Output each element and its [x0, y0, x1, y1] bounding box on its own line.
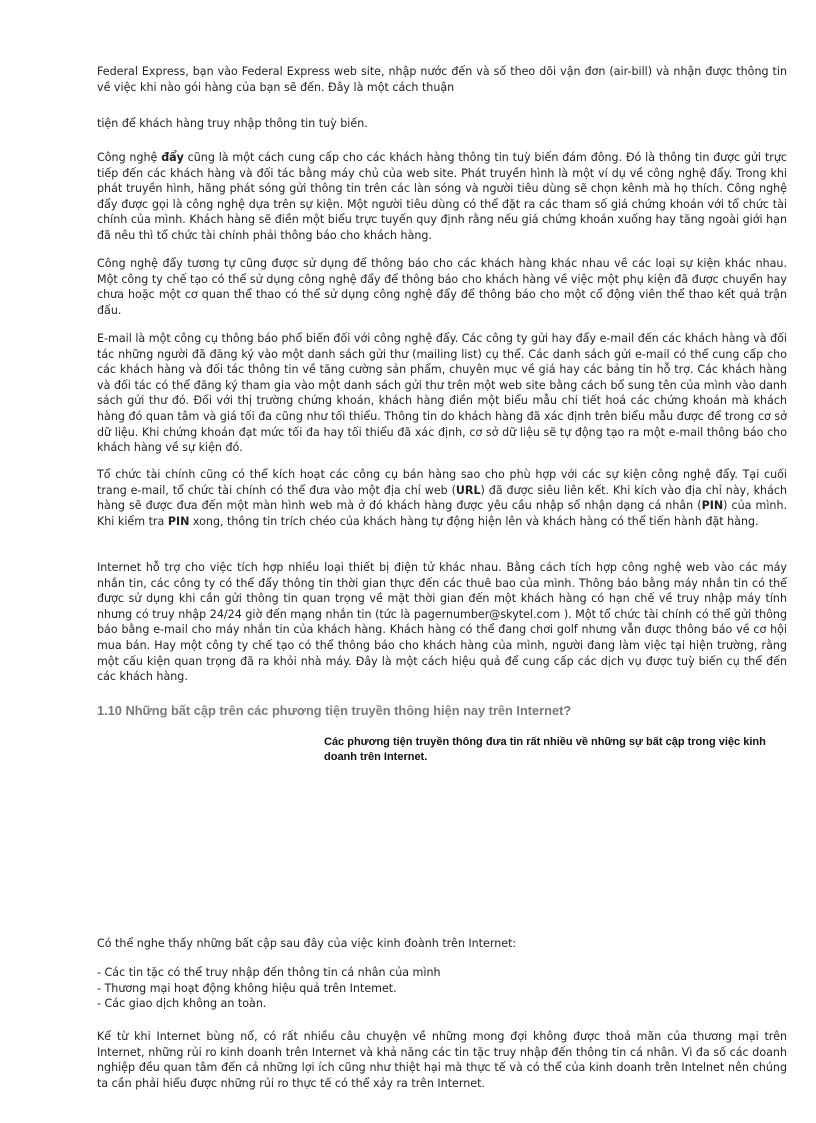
paragraph-fedex-continued: tiện để khách hàng truy nhập thông tin tuỳ biến.: [97, 117, 368, 130]
sales-text-d: xong, thông tin trích chéo của khách hàng tự động hiện lên và khách hàng có thể tiến hành đặt hàng.: [189, 514, 759, 528]
sales-text-a: Tổ chức tài chính cũng có thể kích hoạt các công cụ bán hàng sao cho phù hợp với các sự kiện công nghệ đẩy. Tại cuối trang e-mail, tổ chức tài chính có thể đưa vào một địa chỉ web (: [97, 468, 787, 497]
section-heading: 1.10 Những bất cập trên các phương tiện truyền thông hiện nay trên Internet?: [97, 703, 572, 718]
push-text-intro: Công nghệ: [97, 151, 162, 164]
list-item: - Các giao dịch không an toàn.: [97, 997, 267, 1011]
paragraph-push-events: Công nghệ đẩy tương tự cũng được sử dụng để thông báo cho các khách hàng khác nhau về các loại sự kiện khác nhau. Một công ty chế tạo có thể sử dụng công nghệ đẩy để thông báo cho khách hàng về việc một phụ kiện đã được chuyển hay chưa hoặc một cơ quan thể thao có thể sử dụng công nghệ đẩy để thông báo cho một cổ động viên thể thao kết quả trận đấu.: [97, 257, 787, 317]
paragraph-drawbacks-intro: Có thể nghe thấy những bất cập sau đây của việc kinh đoành trên Internet:: [97, 937, 517, 950]
paragraph-sales-tools: [97, 467, 787, 529]
drawbacks-list: [97, 965, 787, 1012]
sales-text-b: ) đã được siêu liên kết. Khi kích vào địa chỉ này, khách hàng sẽ được đưa đến một màn hình web mà ở đó khách hàng được yêu cầu nhập số nhận dạng cá nhân (: [97, 483, 787, 513]
paragraph-pagers: Internet hỗ trợ cho việc tích hợp nhiều loại thiết bị điện tử khác nhau. Bằng cách tích hợp công nghệ web vào các máy nhắn tin, các công ty có thể đẩy thông tin thời gian thực đến các thuê bao của mình. Thông báo bằng máy nhắn tin có thể được sử dụng khi cần gửi thông tin quan trọng về mặt thời gian đến một khách hàng có hạn chế về truy nhập máy tính nhưng có truy nhập 24/24 giờ đến mạng nhắn tin (tức là pagernumber@skytel.com ). Một tổ chức tài chính có thể gửi thông báo bằng e-mail cho máy nhắn tin của khách hàng. Khách hàng có thể đang chơi golf nhưng vẫn được thông báo về cơ hội mua bán. Hay một công ty chế tạo có thể thông báo cho khách hàng của mình, người đang làm việc tại hiện trường, rằng một cấu kiện quan trọng đã ra khỏi nhà máy. Đây là một cách hiệu quả để cung cấp các dịch vụ được tuỳ biến cụ thể đến các khách hàng.: [97, 561, 787, 684]
pin-term-2: PIN: [167, 514, 190, 528]
paragraph-internet-risks: Kể từ khi Internet bùng nổ, có rất nhiều câu chuyện về những mong đợi không được thoả mãn của thương mại trên Internet, những rủi ro kinh doanh trên Internet và khả năng các tin tặc truy nhập đến thông tin cá nhân. Vì đa số các doanh nghiệp đều quan tâm đến cả những lợi ích cũng như thiệt hại mà thực tế và có thể của kinh doanh trên Intelnet nên chúng ta cần phải hiểu được những rủi ro thực tế có thể xảy ra trên Internet.: [97, 1030, 787, 1090]
sales-text-c: ) của mình. Khi kiểm tra: [97, 499, 788, 528]
list-item: - Thương mại hoạt động không hiệu quả trên Intemet.: [97, 981, 397, 995]
push-term: đẩy: [161, 151, 184, 164]
figure-placeholder: [97, 770, 787, 930]
pin-term-1: PIN: [701, 499, 724, 513]
paragraph-push-technology: [97, 150, 787, 244]
paragraph-fedex: Federal Express, bạn vào Federal Express web site, nhập nước đến và số theo dõi vận đơn (air-bill) và nhận được thông tin về việc khi nào gói hàng của bạn sẽ đến. Đây là một cách thuận: [97, 65, 787, 94]
figure-caption: Các phương tiện truyền thông đưa tin rất nhiều về những sự bất cập trong việc kinh doanh trên Internet.: [324, 736, 766, 763]
list-item: - Các tin tặc có thể truy nhập đến thông tin cá nhân của mình: [97, 966, 441, 979]
url-term: URL: [455, 483, 481, 497]
push-text-body: cũng là một cách cung cấp cho các khách hàng thông tin tuỳ biến đám đông. Đó là thông tin được gửi trực tiếp đến các khách hàng và đối tác bằng máy chủ của web site. Phát truyền hình là một ví dụ về công nghệ đẩy. Trong khi phát truyền hình, hãng phát sóng gửi thông tin trên các làn sóng và người tiêu dùng sẽ chọn kênh mà họ thích. Công nghệ đẩy được gọi là công nghệ dựa trên sự kiện. Một người tiêu dùng có thể đặt ra các tham số giá chứng khoán với tổ chức tài chính của mình. Khách hàng sẽ điền một biểu trực tuyến quy định rằng nếu giá chứng khoán xuống hay tăng ngoài giới hạn đã nêu thì tổ chức tài chính phải thông báo cho khách hàng.: [97, 151, 787, 242]
paragraph-email: E-mail là một công cụ thông báo phổ biến đối với công nghệ đẩy. Các công ty gửi hay đẩy e-mail đến các khách hàng và đối tác những người đã đăng ký vào một danh sách gửi thư (mailing list) cụ thể. Các danh sách gửi e-mail có thể cung cấp cho các khách hàng và đối tác thông tin về tăng cường sản phẩm, chuyên mục về giá hay các bảng tin hỗ trợ. Các khách hàng và đối tác có thể đăng ký tham gia vào một danh sách gửi thư trên một web site bằng cách bổ sung tên của mình vào danh sách gửi thư đó. Đối với thị trường chứng khoán, khách hàng điền một biểu mẫu chi tiết hoá các chứng khoán mà khách hàng đó quan tâm và giá tối đa cũng như tối thiểu. Thông tin do khách hàng đã xác định trên biểu mẫu được để trong cơ sở dữ liệu. Khi chứng khoán đạt mức tối đa hay tối thiểu đã xác định, cơ sở dữ liệu sẽ tự động tạo ra một e-mail thông báo cho khách hàng về sự kiện đó.: [97, 332, 787, 455]
